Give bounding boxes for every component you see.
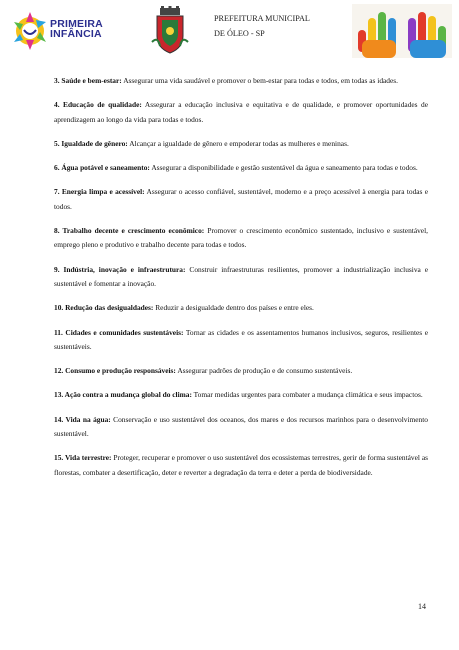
item-label: 13. Ação contra a mudança global do clima:	[54, 390, 192, 400]
list-item	[54, 388, 428, 402]
logo-text	[50, 19, 103, 39]
item-text: Assegurar padrões de produção e de consumo sustentáveis.	[175, 366, 353, 376]
item-text: Assegurar o acesso confiável, sustentável, moderno e a preço acessível à energia para todas e todos.	[54, 187, 428, 211]
list-item	[54, 161, 428, 175]
item-label: 4. Educação de qualidade:	[54, 100, 142, 110]
item-label: 10. Redução das desigualdades:	[54, 303, 154, 313]
item-label: 9. Indústria, inovação e infraestrutura:	[54, 264, 186, 274]
item-label: 3. Saúde e bem-estar:	[54, 76, 122, 85]
logo-line-1: PRIMEIRA	[50, 18, 103, 30]
list-item	[54, 413, 428, 442]
item-text: Alcançar a igualdade de gênero e empoderar todas as mulheres e meninas.	[127, 138, 349, 148]
municipality-line-2: DE ÓLEO - SP	[214, 29, 265, 38]
item-label: 12. Consumo e produção responsáveis:	[54, 366, 176, 376]
item-text: Assegurar a educação inclusiva e equitativa e de qualidade, e promover oportunidades de aprendizagem ao longo da vida para todas e todos.	[54, 100, 428, 124]
ods-list	[54, 74, 428, 490]
list-item	[54, 74, 428, 88]
item-label: 11. Cidades e comunidades sustentáveis:	[54, 327, 184, 337]
logo-line-2: INFÂNCIA	[50, 28, 102, 40]
item-label: 14. Vida na água:	[54, 414, 111, 424]
item-label: 15. Vida terrestre:	[54, 453, 112, 463]
list-item	[54, 451, 428, 480]
colorful-sun-icon	[10, 8, 50, 54]
list-item	[54, 185, 428, 214]
item-text: Construir infraestruturas resilientes, promover a industrialização inclusiva e sustentável e fomentar a inovação.	[54, 264, 428, 288]
item-text: Promover o crescimento econômico sustentado, inclusivo e sustentável, emprego pleno e produtivo e trabalho decente para todas e todos.	[54, 226, 428, 250]
municipal-crest-icon	[150, 6, 190, 56]
item-text: Tornar as cidades e os assentamentos humanos inclusivos, seguros, resilientes e sustentáveis.	[54, 327, 428, 351]
list-item	[54, 98, 428, 127]
item-label: 6. Água potável e saneamento:	[54, 163, 150, 173]
item-text: Assegurar a disponibilidade e gestão sustentável da água e saneamento para todas e todos.	[149, 163, 418, 173]
list-item	[54, 301, 428, 315]
page-header	[0, 0, 459, 62]
painted-hands-icon	[352, 4, 452, 58]
item-text: Proteger, recuperar e promover o uso sustentável dos ecossistemas terrestres, gerir de forma sustentável as florestas, combater a desertificação, deter e reverter a degradação da terra e deter a perda de biodiversidade.	[54, 453, 428, 477]
list-item	[54, 326, 428, 355]
list-item	[54, 224, 428, 253]
list-item	[54, 364, 428, 378]
primeira-infancia-logo	[10, 8, 118, 54]
item-text: Tomar medidas urgentes para combater a mudança climática e seus impactos.	[191, 390, 423, 400]
item-label: 8. Trabalho decente e crescimento econômico:	[54, 226, 205, 236]
municipality-name	[214, 11, 310, 41]
item-text: Conservação e uso sustentável dos oceanos, dos mares e dos recursos marinhos para o desenvolvimento sustentável.	[54, 414, 428, 439]
list-item	[54, 137, 428, 151]
item-text: Assegurar uma vida saudável e promover o bem-estar para todas e todos, em todas as idades.	[121, 76, 398, 85]
item-label: 7. Energia limpa e acessível:	[54, 187, 145, 197]
item-label: 5. Igualdade de gênero:	[54, 138, 128, 148]
municipality-line-1: PREFEITURA MUNICIPAL	[214, 14, 310, 23]
item-text: Reduzir a desigualdade dentro dos países e entre eles.	[153, 303, 314, 313]
page-number: 14	[418, 602, 426, 611]
list-item	[54, 263, 428, 292]
